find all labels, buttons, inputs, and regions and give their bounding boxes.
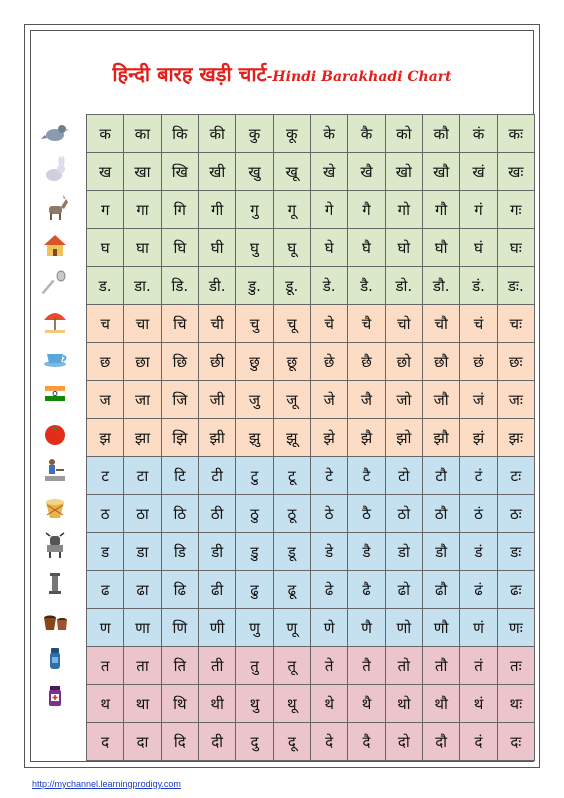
syllable-cell: घी xyxy=(199,229,236,267)
syllable-cell: थि xyxy=(162,685,199,723)
syllable-cell: णे xyxy=(311,609,348,647)
syllable-cell: गै xyxy=(348,191,385,229)
syllable-cell: दं xyxy=(460,723,497,761)
syllable-cell: कू xyxy=(274,115,311,153)
syllable-cell: ठ xyxy=(87,495,124,533)
syllable-cell: णि xyxy=(162,609,199,647)
syllable-cell: डू. xyxy=(274,267,311,305)
syllable-cell: दी xyxy=(199,723,236,761)
worker-icon xyxy=(36,452,74,490)
syllable-cell: ठी xyxy=(199,495,236,533)
syllable-cell: घू xyxy=(274,229,311,267)
syllable-cell: णी xyxy=(199,609,236,647)
syllable-cell: ची xyxy=(199,305,236,343)
syllable-cell: गू xyxy=(274,191,311,229)
syllable-cell: गः xyxy=(498,191,535,229)
syllable-cell: टि xyxy=(162,457,199,495)
syllable-cell: डः xyxy=(498,533,535,571)
tomato-icon xyxy=(36,414,74,452)
syllable-cell: ठु xyxy=(236,495,273,533)
syllable-cell: डौ. xyxy=(423,267,460,305)
syllable-cell: छ xyxy=(87,343,124,381)
syllable-cell: झू xyxy=(274,419,311,457)
syllable-cell: छं xyxy=(460,343,497,381)
syllable-cell: णं xyxy=(460,609,497,647)
syllable-cell: ट xyxy=(87,457,124,495)
syllable-cell: चे xyxy=(311,305,348,343)
syllable-cell: णै xyxy=(348,609,385,647)
syllable-cell: दो xyxy=(386,723,423,761)
syllable-cell: ढो xyxy=(386,571,423,609)
page-title xyxy=(30,60,534,87)
teacup-icon xyxy=(36,339,74,377)
syllable-cell: डी xyxy=(199,533,236,571)
syllable-cell: घः xyxy=(498,229,535,267)
syllable-cell: झ xyxy=(87,419,124,457)
syllable-cell: घं xyxy=(460,229,497,267)
syllable-cell: गि xyxy=(162,191,199,229)
syllable-cell: खै xyxy=(348,153,385,191)
syllable-cell: ड xyxy=(87,533,124,571)
syllable-cell: झौ xyxy=(423,419,460,457)
syllable-cell: जे xyxy=(311,381,348,419)
syllable-cell: णः xyxy=(498,609,535,647)
syllable-cell: थः xyxy=(498,685,535,723)
syllable-cell: ठः xyxy=(498,495,535,533)
syllable-cell: डु. xyxy=(236,267,273,305)
syllable-cell: चू xyxy=(274,305,311,343)
syllable-cell: घे xyxy=(311,229,348,267)
syllable-cell: दु xyxy=(236,723,273,761)
syllable-cell: डु xyxy=(236,533,273,571)
syllable-cell: घि xyxy=(162,229,199,267)
title-hindi: हिन्दी बारह खड़ी चार्ट xyxy=(112,62,267,86)
footer-link[interactable]: http://mychannel.learningprodigy.com xyxy=(32,779,181,789)
syllable-cell: ति xyxy=(162,647,199,685)
syllable-cell: दे xyxy=(311,723,348,761)
syllable-cell: चं xyxy=(460,305,497,343)
syllable-cell: दै xyxy=(348,723,385,761)
syllable-cell: टै xyxy=(348,457,385,495)
thermos-icon xyxy=(36,639,74,677)
syllable-cell: चो xyxy=(386,305,423,343)
pillar-icon xyxy=(36,564,74,602)
syllable-cell: त xyxy=(87,647,124,685)
syllable-cell: के xyxy=(311,115,348,153)
syllable-cell: जी xyxy=(199,381,236,419)
syllable-cell: णो xyxy=(386,609,423,647)
syllable-cell: गौ xyxy=(423,191,460,229)
syllable-cell: डौ xyxy=(423,533,460,571)
syllable-cell: ते xyxy=(311,647,348,685)
syllable-cell: जु xyxy=(236,381,273,419)
syllable-cell: डि. xyxy=(162,267,199,305)
syllable-cell: ढ xyxy=(87,571,124,609)
syllable-cell: घो xyxy=(386,229,423,267)
syllable-cell: घै xyxy=(348,229,385,267)
syllable-cell: चा xyxy=(124,305,161,343)
medicine-jar-icon xyxy=(36,677,74,715)
syllable-cell: ठै xyxy=(348,495,385,533)
spoon-icon xyxy=(36,264,74,302)
tabla-icon xyxy=(36,602,74,640)
syllable-cell: जि xyxy=(162,381,199,419)
syllable-cell: तो xyxy=(386,647,423,685)
syllable-cell: चै xyxy=(348,305,385,343)
syllable-cell: घा xyxy=(124,229,161,267)
syllable-cell: ठि xyxy=(162,495,199,533)
syllable-cell: ठं xyxy=(460,495,497,533)
syllable-cell: ढु xyxy=(236,571,273,609)
syllable-cell: टः xyxy=(498,457,535,495)
house-icon xyxy=(36,227,74,265)
syllable-cell: छि xyxy=(162,343,199,381)
picture-column xyxy=(36,114,74,714)
syllable-cell: दः xyxy=(498,723,535,761)
title-english: -Hindi Barakhadi Chart xyxy=(266,69,452,85)
syllable-cell: चु xyxy=(236,305,273,343)
ox-icon xyxy=(36,527,74,565)
syllable-cell: ढै xyxy=(348,571,385,609)
syllable-cell: डू xyxy=(274,533,311,571)
syllable-cell: दि xyxy=(162,723,199,761)
syllable-cell: तः xyxy=(498,647,535,685)
syllable-cell: छो xyxy=(386,343,423,381)
syllable-cell: छः xyxy=(498,343,535,381)
syllable-cell: डी. xyxy=(199,267,236,305)
syllable-cell: झै xyxy=(348,419,385,457)
syllable-cell: ठा xyxy=(124,495,161,533)
syllable-cell: टौ xyxy=(423,457,460,495)
syllable-cell: थू xyxy=(274,685,311,723)
syllable-cell: झी xyxy=(199,419,236,457)
syllable-cell: छू xyxy=(274,343,311,381)
syllable-cell: खौ xyxy=(423,153,460,191)
syllable-cell: ती xyxy=(199,647,236,685)
syllable-cell: थे xyxy=(311,685,348,723)
flag-icon xyxy=(36,377,74,415)
syllable-cell: णु xyxy=(236,609,273,647)
syllable-cell: झि xyxy=(162,419,199,457)
syllable-cell: गं xyxy=(460,191,497,229)
syllable-cell: ढू xyxy=(274,571,311,609)
syllable-cell: ण xyxy=(87,609,124,647)
syllable-cell: कि xyxy=(162,115,199,153)
syllable-cell: थ xyxy=(87,685,124,723)
syllable-cell: द xyxy=(87,723,124,761)
syllable-cell: डः. xyxy=(498,267,535,305)
syllable-cell: जै xyxy=(348,381,385,419)
syllable-cell: ग xyxy=(87,191,124,229)
syllable-cell: जं xyxy=(460,381,497,419)
syllable-cell: डि xyxy=(162,533,199,571)
syllable-cell: ता xyxy=(124,647,161,685)
syllable-cell: ठू xyxy=(274,495,311,533)
syllable-cell: टं xyxy=(460,457,497,495)
syllable-cell: घौ xyxy=(423,229,460,267)
syllable-cell: ढः xyxy=(498,571,535,609)
syllable-cell: खो xyxy=(386,153,423,191)
syllable-cell: थं xyxy=(460,685,497,723)
syllable-cell: ढं xyxy=(460,571,497,609)
syllable-cell: टु xyxy=(236,457,273,495)
syllable-cell: गो xyxy=(386,191,423,229)
syllable-cell: तू xyxy=(274,647,311,685)
syllable-cell: झे xyxy=(311,419,348,457)
syllable-cell: णा xyxy=(124,609,161,647)
syllable-cell: थौ xyxy=(423,685,460,723)
syllable-cell: डा xyxy=(124,533,161,571)
syllable-cell: डं. xyxy=(460,267,497,305)
syllable-cell: ठे xyxy=(311,495,348,533)
syllable-cell: छु xyxy=(236,343,273,381)
syllable-cell: झु xyxy=(236,419,273,457)
syllable-cell: झः xyxy=(498,419,535,457)
syllable-cell: कै xyxy=(348,115,385,153)
syllable-cell: ढी xyxy=(199,571,236,609)
syllable-cell: डै. xyxy=(348,267,385,305)
syllable-cell: खि xyxy=(162,153,199,191)
syllable-cell: कु xyxy=(236,115,273,153)
syllable-cell: थै xyxy=(348,685,385,723)
syllable-cell: टा xyxy=(124,457,161,495)
syllable-cell: खी xyxy=(199,153,236,191)
syllable-cell: जः xyxy=(498,381,535,419)
syllable-cell: टो xyxy=(386,457,423,495)
syllable-cell: गु xyxy=(236,191,273,229)
syllable-cell: टी xyxy=(199,457,236,495)
syllable-cell: तु xyxy=(236,647,273,685)
syllable-cell: डो xyxy=(386,533,423,571)
syllable-cell: थी xyxy=(199,685,236,723)
syllable-cell: ढि xyxy=(162,571,199,609)
syllable-cell: तौ xyxy=(423,647,460,685)
barakhadi-grid xyxy=(86,114,535,761)
syllable-cell: खः xyxy=(498,153,535,191)
syllable-cell: छौ xyxy=(423,343,460,381)
syllable-cell: च xyxy=(87,305,124,343)
syllable-cell: थु xyxy=(236,685,273,723)
syllable-cell: ज xyxy=(87,381,124,419)
syllable-cell: खू xyxy=(274,153,311,191)
syllable-cell: डो. xyxy=(386,267,423,305)
syllable-cell: को xyxy=(386,115,423,153)
rabbit-icon xyxy=(36,152,74,190)
syllable-cell: कः xyxy=(498,115,535,153)
syllable-cell: था xyxy=(124,685,161,723)
syllable-cell: जू xyxy=(274,381,311,419)
pigeon-icon xyxy=(36,114,74,152)
syllable-cell: झो xyxy=(386,419,423,457)
syllable-cell: चः xyxy=(498,305,535,343)
syllable-cell: णौ xyxy=(423,609,460,647)
syllable-cell: जो xyxy=(386,381,423,419)
syllable-cell: थो xyxy=(386,685,423,723)
syllable-cell: णू xyxy=(274,609,311,647)
syllable-cell: झं xyxy=(460,419,497,457)
syllable-cell: डा. xyxy=(124,267,161,305)
syllable-cell: डे xyxy=(311,533,348,571)
syllable-cell: खं xyxy=(460,153,497,191)
syllable-cell: की xyxy=(199,115,236,153)
syllable-cell: छी xyxy=(199,343,236,381)
syllable-cell: खे xyxy=(311,153,348,191)
syllable-cell: घु xyxy=(236,229,273,267)
syllable-cell: गी xyxy=(199,191,236,229)
syllable-cell: ठो xyxy=(386,495,423,533)
syllable-cell: ठौ xyxy=(423,495,460,533)
syllable-cell: ड. xyxy=(87,267,124,305)
syllable-cell: तं xyxy=(460,647,497,685)
syllable-cell: क xyxy=(87,115,124,153)
syllable-cell: गा xyxy=(124,191,161,229)
syllable-cell: डै xyxy=(348,533,385,571)
syllable-cell: छा xyxy=(124,343,161,381)
syllable-cell: तै xyxy=(348,647,385,685)
umbrella-icon xyxy=(36,302,74,340)
syllable-cell: छे xyxy=(311,343,348,381)
syllable-cell: जौ xyxy=(423,381,460,419)
syllable-cell: डं xyxy=(460,533,497,571)
syllable-cell: गे xyxy=(311,191,348,229)
syllable-cell: दू xyxy=(274,723,311,761)
syllable-cell: घ xyxy=(87,229,124,267)
syllable-cell: कौ xyxy=(423,115,460,153)
syllable-cell: झा xyxy=(124,419,161,457)
syllable-cell: दा xyxy=(124,723,161,761)
syllable-cell: चौ xyxy=(423,305,460,343)
drum-icon xyxy=(36,489,74,527)
syllable-cell: टे xyxy=(311,457,348,495)
syllable-cell: जा xyxy=(124,381,161,419)
syllable-cell: ख xyxy=(87,153,124,191)
syllable-cell: खु xyxy=(236,153,273,191)
syllable-cell: खा xyxy=(124,153,161,191)
syllable-cell: चि xyxy=(162,305,199,343)
donkey-icon xyxy=(36,189,74,227)
syllable-cell: डे. xyxy=(311,267,348,305)
syllable-cell: टू xyxy=(274,457,311,495)
syllable-cell: कं xyxy=(460,115,497,153)
syllable-cell: ढौ xyxy=(423,571,460,609)
syllable-cell: दौ xyxy=(423,723,460,761)
syllable-cell: ढा xyxy=(124,571,161,609)
syllable-cell: छै xyxy=(348,343,385,381)
syllable-cell: ढे xyxy=(311,571,348,609)
syllable-cell: का xyxy=(124,115,161,153)
